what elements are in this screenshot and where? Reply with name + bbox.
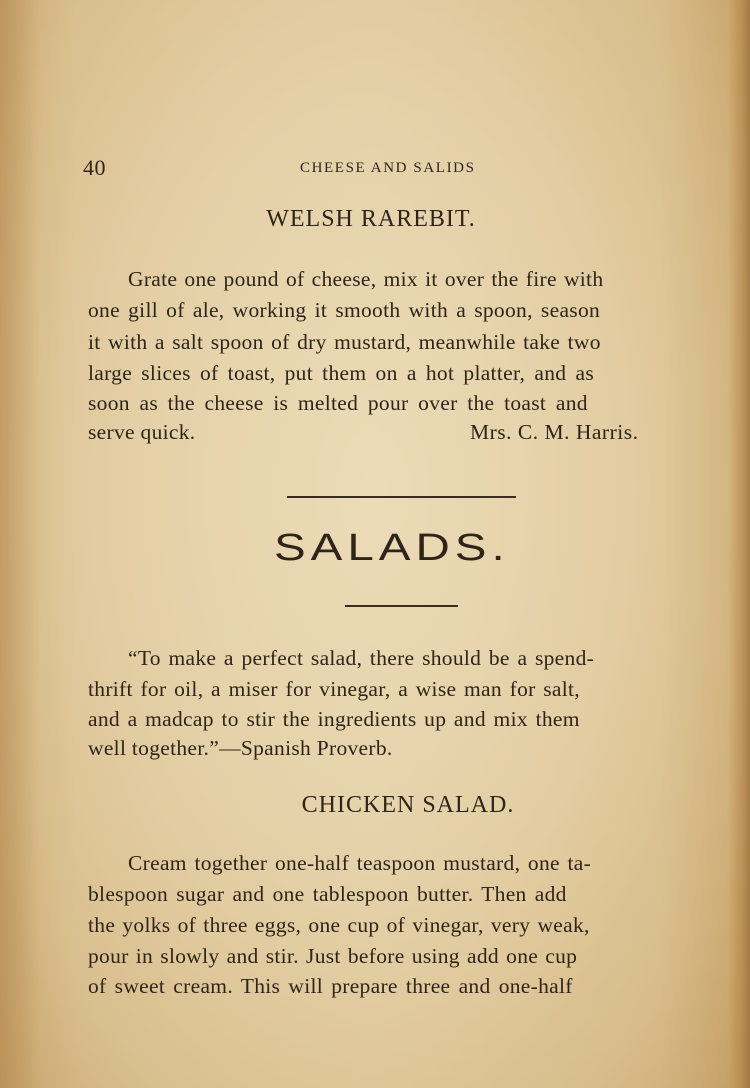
recipe-text-line: pour in slowly and stir. Just before using add one cup: [88, 944, 578, 968]
recipe-text-line: Grate one pound of cheese, mix it over the fire with: [128, 267, 604, 291]
recipe-title-chicken-salad: CHICKEN SALAD.: [301, 792, 515, 818]
recipe-text-line: it with a salt spoon of dry mustard, meanwhile take two: [88, 330, 601, 354]
proverb-line: “To make a perfect salad, there should be a spend-: [128, 646, 595, 670]
recipe-text-line: Cream together one-half teaspoon mustard, one ta-: [128, 851, 592, 875]
recipe-text-line: of sweet cream. This will prepare three and one-half: [88, 974, 573, 998]
proverb-line: well together.”—Spanish Proverb.: [88, 736, 393, 760]
recipe-text-line: soon as the cheese is melted pour over the toast and: [88, 391, 588, 415]
section-title-underline: [345, 605, 458, 607]
recipe-title-welsh-rarebit: WELSH RAREBIT.: [266, 206, 476, 232]
proverb-line: thrift for oil, a miser for vinegar, a wise man for salt,: [88, 677, 580, 701]
recipe-text-line: large slices of toast, put them on a hot platter, and as: [88, 361, 595, 385]
recipe-author-signature: Mrs. C. M. Harris.: [470, 420, 639, 444]
section-title-salads: SALADS.: [274, 527, 510, 569]
running-header: CHEESE AND SALIDS: [300, 160, 476, 176]
proverb-line: and a madcap to stir the ingredients up and mix them: [88, 707, 580, 731]
section-divider-rule: [287, 496, 516, 498]
page-edge-shadow-right: [728, 0, 750, 1088]
recipe-text-line: blespoon sugar and one tablespoon butter. Then add: [88, 882, 567, 906]
recipe-text-line: the yolks of three eggs, one cup of vinegar, very weak,: [88, 913, 590, 937]
recipe-text-line: one gill of ale, working it smooth with a spoon, season: [88, 298, 601, 322]
page-edge-shadow-left: [0, 0, 40, 1088]
recipe-text-line: serve quick.: [88, 420, 196, 444]
page-number: 40: [83, 155, 106, 180]
